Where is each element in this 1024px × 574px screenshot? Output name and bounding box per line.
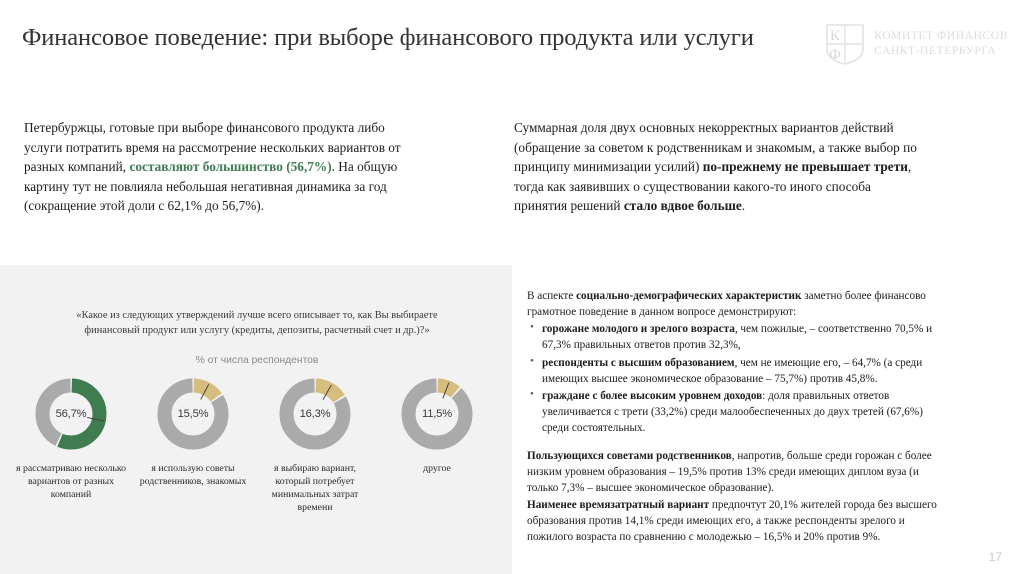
donut-value-label: 16,3%	[299, 408, 331, 420]
shield-letter-f: Ф	[829, 47, 842, 63]
brand-logo	[824, 22, 1008, 66]
analysis-bullet-bold: горожане молодого и зрелого возраста	[542, 323, 735, 336]
donut-value-label: 11,5%	[422, 408, 452, 420]
analysis-bullet-3	[527, 388, 939, 436]
donut-chart-3	[254, 375, 376, 514]
analysis-bullet-2	[527, 355, 939, 387]
intro-right-part2: , тогда как заявивших о существовании какого-то иного способа принятия решений	[514, 159, 912, 214]
intro-left-part1: Петербуржцы, готовые при выборе финансового продукта либо услуги потратить время на рассмотрение нескольких вариантов от разных компаний,	[24, 120, 401, 175]
analysis-lead-part2: заметно более финансово грамотное поведение в данном вопросе демонстрируют:	[527, 290, 926, 319]
donut-chart-2	[132, 375, 254, 514]
donut-graphic	[32, 375, 110, 453]
donut-value-label: 56,7%	[55, 408, 87, 420]
analysis-bullet-bold: граждане с более высоким уровнем доходов	[542, 389, 763, 402]
analysis-para2-rest: , напротив, больше среди горожан с более низким уровнем образования – 19,5% против 13% среди имеющих диплом вуза (и только 7,3% – высшее экономическое образование).	[527, 450, 932, 495]
donut-category-label: я выбираю вариант, который потребует минимальных затрат времени	[271, 463, 359, 514]
intro-section	[0, 118, 1024, 258]
donut-graphic	[276, 375, 354, 453]
donut-category-label: я рассматриваю несколько вариантов от разных компаний	[15, 463, 126, 501]
chart-panel	[0, 265, 512, 574]
intro-right-bold1: по-прежнему не превышает трети	[702, 159, 908, 175]
intro-left-paragraph	[24, 118, 424, 216]
chart-question: «Какое из следующих утверждений лучше всего описывает то, как Вы выбираете финансовый продукт или услугу (кредиты, депозиты, расчетный счет и др.)?»	[76, 310, 438, 336]
analysis-text	[527, 288, 939, 545]
page-title: Финансовое поведение: при выборе финансового продукта или услуги	[22, 24, 754, 51]
intro-left-part2: . На общую картину тут не повлияла небольшая негативная динамика за год (сокращение этой доли с 62,1% до 56,7%).	[24, 159, 398, 214]
slide-header	[0, 0, 1024, 112]
donut-chart-row	[10, 375, 510, 514]
donut-chart-4	[376, 375, 498, 514]
donut-value-label: 15,5%	[177, 408, 209, 420]
page-number: 17	[988, 550, 1002, 564]
shield-icon	[824, 22, 866, 66]
donut-category-label: я использую советы родственников, знакомых	[139, 463, 247, 488]
analysis-bullet-list	[527, 321, 939, 436]
intro-right-part3: .	[741, 198, 746, 214]
analysis-para3-rest: предпочтут 20,1% жителей города без высшего образования против 14,1% среди имеющих его, а также респонденты зрелого и пожилого возраста по сравнению с молодежью – 16,5% и 20% против 9%.	[527, 498, 937, 543]
analysis-bullet-rest: , чем пожилые, – соответственно 70,5% и 67,3% правильных ответов против 32,3%,	[542, 323, 933, 352]
analysis-para2-bold: Пользующихся советами родственников	[527, 450, 732, 463]
analysis-bullet-rest: : доля правильных ответов увеличивается с трети (33,2%) среди малообеспеченных до двух третей (67,6%) среди состоятельных.	[542, 389, 923, 434]
donut-category-label: другое	[423, 463, 451, 474]
analysis-lead-part1: В аспекте	[527, 290, 577, 302]
shield-letter-k: К	[830, 28, 841, 44]
donut-graphic	[398, 375, 476, 453]
intro-right-bold2: стало вдвое больше	[623, 198, 742, 214]
chart-subtitle: % от числа респондентов	[195, 355, 319, 366]
donut-chart-1	[10, 375, 132, 514]
analysis-bullet-1	[527, 321, 939, 353]
analysis-lead-bold: социально-демографических характеристик	[576, 290, 802, 302]
brand-text	[874, 29, 1008, 59]
intro-right-paragraph	[514, 118, 924, 216]
donut-graphic	[154, 375, 232, 453]
brand-line-1: КОМИТЕТ ФИНАНСОВ	[874, 29, 1008, 42]
analysis-para3-bold: Наименее времязатратный вариант	[527, 498, 710, 511]
analysis-bullet-rest: , чем не имеющие его, – 64,7% (а среди имеющих высшее экономическое образование – 75,7%) против 45,8%.	[542, 356, 923, 385]
brand-line-2: САНКТ-ПЕТЕРБУРГА	[874, 45, 997, 57]
analysis-bullet-bold: респонденты с высшим образованием	[542, 356, 735, 369]
intro-right-part1: Суммарная доля двух основных некорректных вариантов действий (обращение за советом к родственникам и знакомым, а также выбор по принципу минимизации усилий)	[514, 120, 917, 175]
intro-left-highlight: составляют большинство (56,7%)	[129, 159, 332, 175]
analysis-lead	[527, 288, 939, 320]
analysis-paragraph-3	[527, 497, 939, 545]
analysis-paragraph-2	[527, 448, 939, 496]
